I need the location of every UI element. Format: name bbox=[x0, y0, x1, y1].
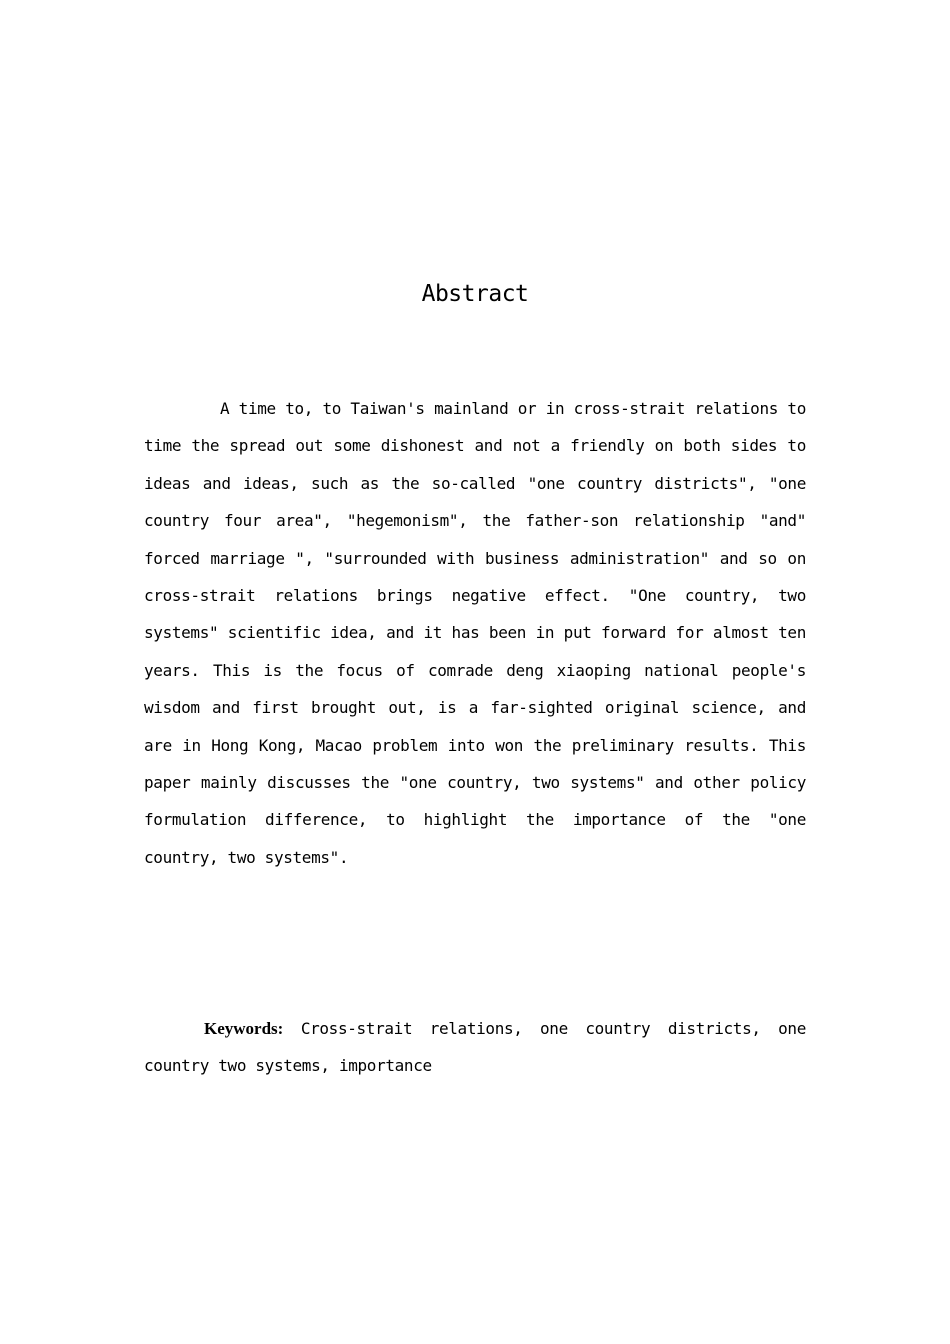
keywords-list: Cross-strait relations, one country districts, one country two systems, importance bbox=[144, 1019, 806, 1076]
abstract-title: Abstract bbox=[421, 281, 529, 307]
keywords-label: Keywords: bbox=[204, 1019, 284, 1038]
keywords-paragraph bbox=[144, 1010, 806, 1085]
abstract-paragraph: A time to, to Taiwan's mainland or in cross-strait relations to time the spread out some dishonest and not a friendly on both sides to ideas and ideas, such as the so-called "one country districts", "one country four area", "hegemonism", the father-son relationship "and" forced marriage ", "surrounded with business administration" and so on cross-strait relations brings negative effect. "One country, two systems" scientific idea, and it has been in put forward for almost ten years. This is the focus of comrade deng xiaoping national people's wisdom and first brought out, is a far-sighted original science, and are in Hong Kong, Macao problem into won the preliminary results. This paper mainly discusses the "one country, two systems" and other policy formulation difference, to highlight the importance of the "one country, two systems". bbox=[144, 399, 806, 867]
